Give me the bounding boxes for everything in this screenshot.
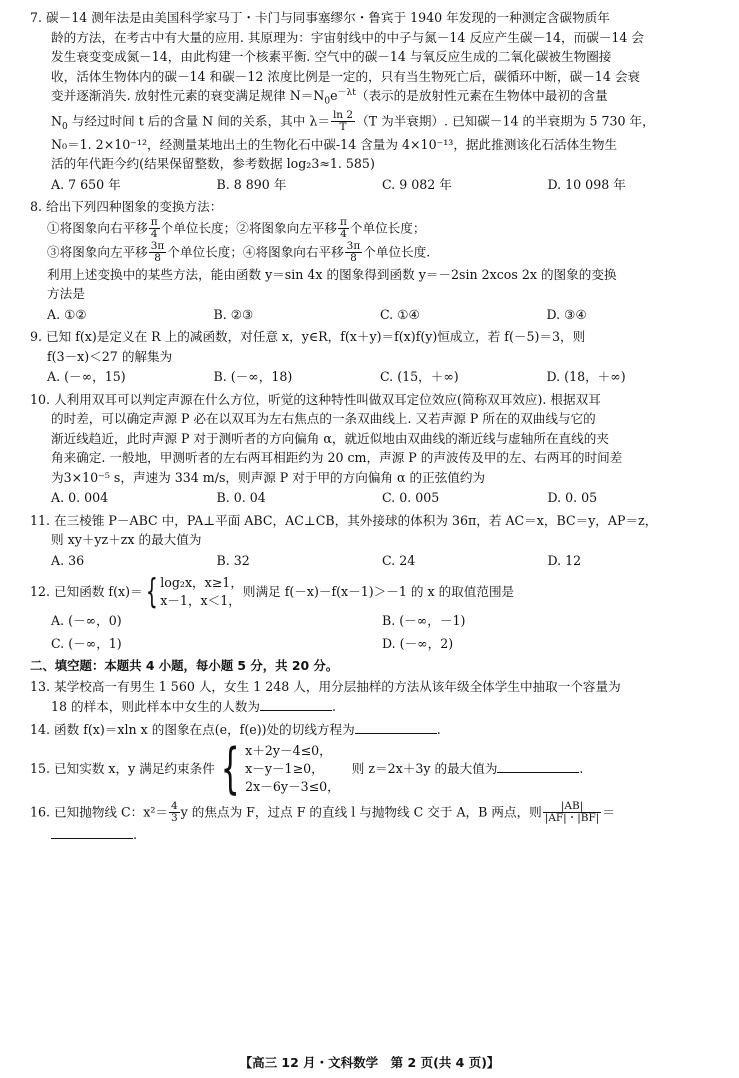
q11-line-2: 则 xy＋yz＋zx 的最大值为 [51, 532, 202, 548]
question-7 [30, 8, 713, 194]
q10-line-1: 10. 人利用双耳可以判定声源在什么方位，听觉的这种特性叫做双耳定位效应(简称双耳效应). 根据双耳 [30, 391, 601, 407]
q10-line-2: 的时差，可以确定声源 P 必在以双耳为左右焦点的一条双曲线上. 又若声源 P 所在的双曲线与它的 [51, 411, 596, 427]
q13-line-1: 13. 某学校高一有男生 1 560 人，女生 1 248 人，用分层抽样的方法从该年级全体学生中抽取一个容量为 [30, 679, 621, 695]
q7-line-8: 活的年代距今约(结果保留整数，参考数据 log₂3≈1. 585) [51, 156, 375, 172]
q9-option-c: C. (15，＋∞) [380, 369, 459, 385]
section-2-heading: 二、填空题：本题共 4 小题，每小题 5 分，共 20 分。 [30, 658, 339, 674]
q7-option-d: D. 10 098 年 [547, 176, 626, 192]
q11-option-b: B. 32 [216, 552, 250, 568]
question-8 [30, 197, 713, 324]
q9-option-d: D. (18，＋∞) [546, 369, 626, 385]
q9-option-b: B. (－∞，18) [213, 369, 293, 385]
question-15 [30, 742, 713, 797]
q9-line-2: f(3－x)＜27 的解集为 [47, 348, 173, 364]
q15-constraints: { x＋2y－4≤0， x－y－1≥0， 2x－6y－3≤0， [220, 741, 340, 797]
q12-option-d: D. (－∞，2) [382, 635, 454, 651]
q16-answer-blank[interactable] [51, 826, 133, 839]
q15-answer-blank[interactable] [497, 760, 579, 773]
q11-options [30, 551, 713, 571]
q9-options [30, 367, 713, 387]
q14-answer-blank[interactable] [355, 721, 437, 734]
question-16 [30, 801, 713, 845]
q12-piecewise: { log₂x，x≥1， x－1，x＜1， [145, 573, 243, 610]
q7-line-5: 变并逐渐消失. 放射性元素的衰变满足规律 $N=N_0e^{-\lambda t}$（表示的是放射性元素在生物体中最初的含量 [51, 87, 608, 107]
q16-line-2: . [30, 825, 713, 845]
q7-line-2: 龄的方法，在考古中有大量的应用. 其原理为：宇宙射线中的中子与氮－14 反应产生碳－14，而碳－14 会 [51, 29, 645, 45]
q14-line-1: 14. 函数 f(x)＝xln x 的图象在点(e，f(e))处的切线方程为 . [30, 722, 441, 738]
q8-line-5: 方法是 [47, 286, 85, 302]
question-13 [30, 677, 713, 716]
q16-line-1: 16. 已知抛物线 C：x²＝ $\frac{4}{3}$ y 的焦点为 F，过点 F 的直线 l 与抛物线 C 交于 A，B 两点，则 $\frac{|AB|}{|AF|・|BF|}$ ＝ [30, 800, 615, 825]
q7-line-4: 收，活体生物体内的碳－14 和碳－12 浓度比例是一定的，只有当生物死亡后，碳循环中断，碳－14 会衰 [51, 68, 641, 84]
question-11 [30, 511, 713, 571]
q10-line-5: 为3×10⁻⁵ s，声速为 334 m/s，则声源 P 对于甲的方向偏角 α 的正弦值约为 [51, 469, 486, 485]
q12-options-row-2 [30, 634, 713, 654]
q10-options [30, 488, 713, 508]
question-10 [30, 390, 713, 508]
q8-line-2: ①将图象向右平移 $\frac{\pi}{4}$ 个单位长度；②将图象向左平移 $\frac{\pi}{4}$ 个单位长度； [47, 216, 426, 241]
page-footer: 【高三 12 月・文科数学 第 2 页(共 4 页)】 [239, 1054, 500, 1070]
q8-option-c: C. ①④ [380, 306, 420, 322]
q10-line-4: 角来确定. 一般地，甲测听者的左右两耳相距约为 20 cm，声源 P 的声波传及甲的左、右两耳的时间差 [51, 450, 623, 466]
q8-line-1: 8. 给出下列四种图象的变换方法： [30, 199, 223, 215]
q7-line-1: 7. 碳－14 测年法是由美国科学家马丁・卡门与同事塞缪尔・鲁宾于 1940 年发现的一种测定含碳物质年 [30, 10, 610, 25]
q8-line-3: ③将图象向左平移 $\frac{3\pi}{8}$ 个单位长度；④将图象向右平移 $\frac{3\pi}{8}$ 个单位长度. [47, 240, 431, 265]
q7-lambda-fraction: $\frac{\ln 2}{T}$ [332, 109, 354, 134]
q7-line-7: N₀＝1. 2×10⁻¹²，经测量某地出土的生物化石中碳-14 含量为 4×10⁻¹³，据此推测该化石活体生物生 [51, 136, 618, 152]
q8-option-d: D. ③④ [546, 306, 587, 322]
q8-line-4: 利用上述变换中的某些方法，能由函数 y＝sin 4x 的图象得到函数 y＝－2sin 2xcos 2x 的图象的变换 [47, 266, 617, 282]
q7-option-c: C. 9 082 年 [382, 176, 452, 192]
question-9 [30, 327, 713, 387]
q12-option-c: C. (－∞，1) [51, 635, 122, 651]
q8-options [30, 305, 713, 325]
q11-option-d: D. 12 [547, 552, 582, 568]
q10-option-c: C. 0. 005 [382, 490, 440, 506]
q11-option-a: A. 36 [51, 552, 85, 568]
question-14 [30, 720, 713, 740]
q8-option-a: A. ①② [47, 306, 87, 322]
q12-line-1: 12. 已知函数 f(x)＝ { log₂x，x≥1， x－1，x＜1， 则满足 f(－x)－f(x－1)＞－1 的 x 的取值范围是 [30, 573, 515, 610]
q10-option-a: A. 0. 004 [51, 490, 109, 506]
q10-line-3: 渐近线趋近，此时声源 P 对于测听者的方向偏角 α，就近似地由双曲线的渐近线与虚轴所在直线的夹 [51, 430, 609, 446]
q15-line-1: 15. 已知实数 x，y 满足约束条件 { x＋2y－4≤0， x－y－1≥0， 2x－6y－3≤0， 则 z＝2x＋3y 的最大值为 . [30, 741, 584, 797]
q10-option-b: B. 0. 04 [216, 490, 266, 506]
q11-line-1: 11. 在三棱锥 P－ABC 中，PA⊥平面 ABC，AC⊥CB，其外接球的体积为 36π，若 AC＝x，BC＝y，AP＝z， [30, 512, 658, 528]
q7-option-a: A. 7 650 年 [51, 176, 121, 192]
q10-option-d: D. 0. 05 [547, 490, 598, 506]
q7-option-b: B. 8 890 年 [216, 176, 287, 192]
q7-line-3: 发生衰变变成氮－14，由此构建一个核素平衡. 空气中的碳－14 与氧反应生成的二氧化碳被生物圈接 [51, 49, 612, 65]
q7-options [30, 175, 713, 195]
q8-option-b: B. ②③ [213, 306, 254, 322]
q12-option-a: A. (－∞，0) [51, 613, 122, 628]
q11-option-c: C. 24 [382, 552, 416, 568]
q9-line-1: 9. 已知 f(x)是定义在 R 上的减函数，对任意 x，y∈R，f(x＋y)＝f(x)f(y)恒成立，若 f(－5)＝3，则 [30, 329, 586, 345]
question-12 [30, 574, 713, 654]
q9-option-a: A. (－∞，15) [47, 369, 126, 385]
q12-option-b: B. (－∞，－1) [382, 613, 466, 628]
q7-line-6: $N_0$ 与经过时间 t 后的含量 N 间的关系，其中 λ＝ $\frac{\ln 2}{T}$ （T 为半衰期）. 已知碳－14 的半衰期为 5 730 年， [51, 109, 655, 134]
q12-options-row-1 [30, 611, 713, 631]
q13-answer-blank[interactable] [260, 698, 332, 711]
q13-line-2: 18 的样本，则此样本中女生的人数为 . [51, 698, 336, 714]
